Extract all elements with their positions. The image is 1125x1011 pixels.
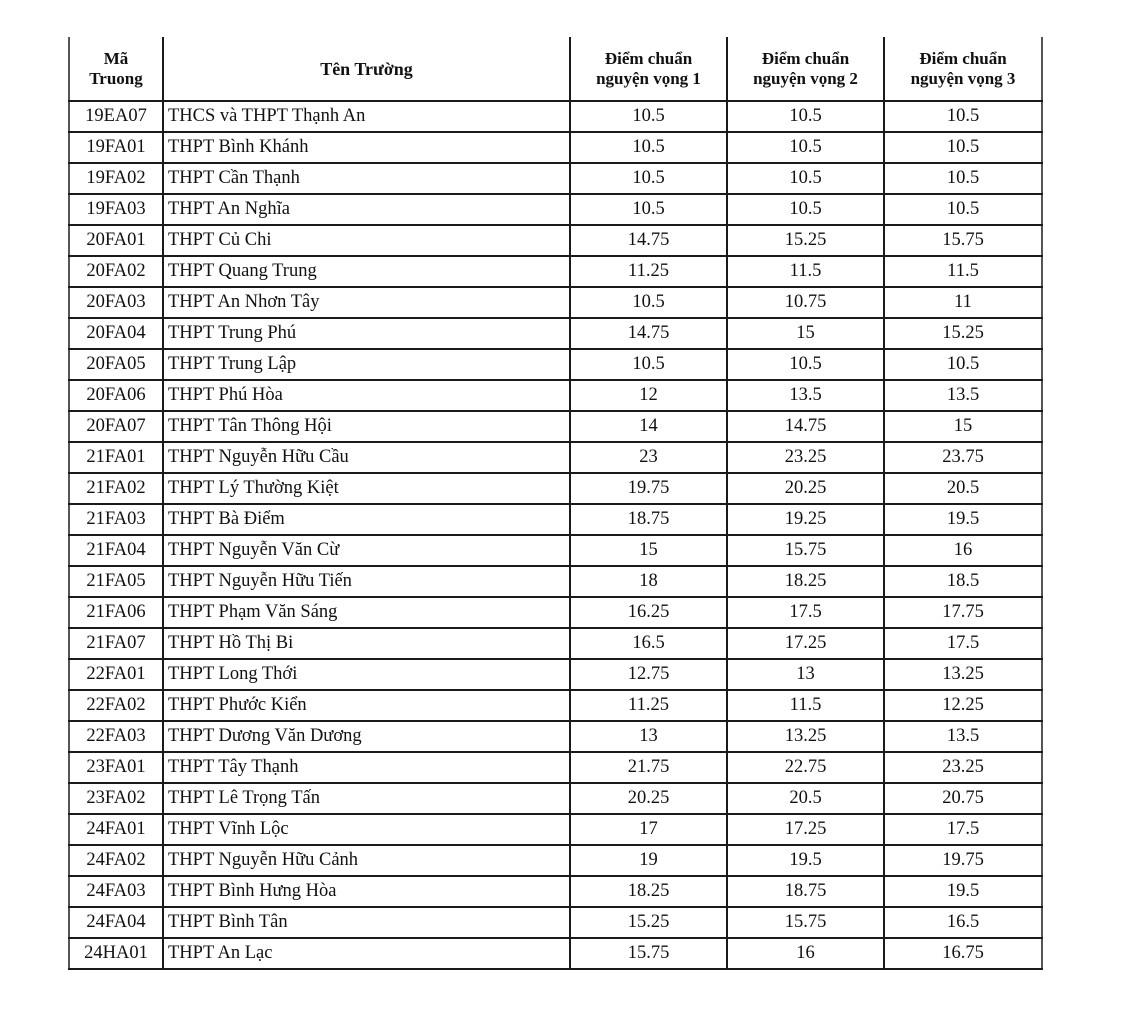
score-nv1-cell: 14.75 <box>570 318 727 349</box>
score-nv2-cell: 19.5 <box>727 845 884 876</box>
table-row <box>69 132 1042 163</box>
school-code-cell: 23FA02 <box>69 783 163 814</box>
score-nv2-cell: 17.25 <box>727 628 884 659</box>
school-name-cell: THPT Lý Thường Kiệt <box>163 473 570 504</box>
school-code-cell: 20FA06 <box>69 380 163 411</box>
score-nv3-cell: 20.75 <box>884 783 1042 814</box>
table-header <box>69 37 1042 101</box>
school-code-cell: 22FA02 <box>69 690 163 721</box>
school-name-cell: THPT Bình Hưng Hòa <box>163 876 570 907</box>
table-row <box>69 783 1042 814</box>
school-name-cell: THPT Trung Lập <box>163 349 570 380</box>
score-nv1-cell: 19 <box>570 845 727 876</box>
school-name-cell: THPT Phước Kiển <box>163 690 570 721</box>
school-code-cell: 19FA03 <box>69 194 163 225</box>
score-nv1-cell: 14 <box>570 411 727 442</box>
school-code-cell: 19EA07 <box>69 101 163 132</box>
score-nv2-cell: 22.75 <box>727 752 884 783</box>
school-code-cell: 21FA04 <box>69 535 163 566</box>
score-nv3-cell: 10.5 <box>884 163 1042 194</box>
score-nv3-cell: 12.25 <box>884 690 1042 721</box>
school-code-cell: 21FA06 <box>69 597 163 628</box>
score-nv3-cell: 15.25 <box>884 318 1042 349</box>
header-name-label: Tên Trường <box>320 58 413 79</box>
score-nv1-cell: 13 <box>570 721 727 752</box>
school-code-cell: 22FA01 <box>69 659 163 690</box>
score-nv1-cell: 16.25 <box>570 597 727 628</box>
school-name-cell: THPT Vĩnh Lộc <box>163 814 570 845</box>
header-code-line2: Truong <box>89 68 143 88</box>
school-name-cell: THCS và THPT Thạnh An <box>163 101 570 132</box>
table-row <box>69 535 1042 566</box>
school-code-cell: 21FA02 <box>69 473 163 504</box>
score-nv3-cell: 19.75 <box>884 845 1042 876</box>
score-nv1-cell: 18.25 <box>570 876 727 907</box>
table-row <box>69 349 1042 380</box>
school-code-cell: 24FA01 <box>69 814 163 845</box>
header-school-code <box>69 37 163 101</box>
school-code-cell: 20FA04 <box>69 318 163 349</box>
table-row <box>69 721 1042 752</box>
score-nv3-cell: 23.25 <box>884 752 1042 783</box>
school-code-cell: 21FA05 <box>69 566 163 597</box>
score-nv2-cell: 17.5 <box>727 597 884 628</box>
score-nv1-cell: 11.25 <box>570 690 727 721</box>
score-nv3-cell: 15 <box>884 411 1042 442</box>
score-nv2-cell: 10.5 <box>727 163 884 194</box>
school-name-cell: THPT Long Thới <box>163 659 570 690</box>
score-nv2-cell: 11.5 <box>727 256 884 287</box>
score-nv2-cell: 23.25 <box>727 442 884 473</box>
score-nv3-cell: 16.5 <box>884 907 1042 938</box>
school-name-cell: THPT Tây Thạnh <box>163 752 570 783</box>
table-row <box>69 814 1042 845</box>
table-row <box>69 938 1042 969</box>
score-nv2-cell: 17.25 <box>727 814 884 845</box>
school-code-cell: 21FA03 <box>69 504 163 535</box>
score-nv1-cell: 10.5 <box>570 287 727 318</box>
header-row <box>69 37 1042 101</box>
school-code-cell: 23FA01 <box>69 752 163 783</box>
header-school-name <box>163 37 570 101</box>
school-code-cell: 24HA01 <box>69 938 163 969</box>
table-row <box>69 504 1042 535</box>
header-code-line1: Mã <box>103 48 129 68</box>
score-nv2-cell: 18.75 <box>727 876 884 907</box>
table-row <box>69 845 1042 876</box>
table-row <box>69 907 1042 938</box>
school-code-cell: 21FA07 <box>69 628 163 659</box>
score-nv2-cell: 20.5 <box>727 783 884 814</box>
score-nv2-cell: 10.5 <box>727 132 884 163</box>
score-nv2-cell: 18.25 <box>727 566 884 597</box>
score-nv3-cell: 13.25 <box>884 659 1042 690</box>
score-nv1-cell: 18.75 <box>570 504 727 535</box>
score-nv2-cell: 10.5 <box>727 101 884 132</box>
score-nv1-cell: 10.5 <box>570 349 727 380</box>
score-nv3-cell: 17.5 <box>884 628 1042 659</box>
score-nv1-cell: 18 <box>570 566 727 597</box>
score-nv1-cell: 21.75 <box>570 752 727 783</box>
score-nv2-cell: 15.25 <box>727 225 884 256</box>
school-name-cell: THPT Bà Điểm <box>163 504 570 535</box>
score-nv2-cell: 15 <box>727 318 884 349</box>
header-nv2-line1: Điểm chuẩn <box>761 48 850 68</box>
school-name-cell: THPT Nguyễn Hữu Cảnh <box>163 845 570 876</box>
school-code-cell: 20FA05 <box>69 349 163 380</box>
school-name-cell: THPT Hồ Thị Bi <box>163 628 570 659</box>
school-name-cell: THPT An Lạc <box>163 938 570 969</box>
school-name-cell: THPT Nguyễn Hữu Tiến <box>163 566 570 597</box>
score-nv1-cell: 10.5 <box>570 163 727 194</box>
score-nv3-cell: 19.5 <box>884 876 1042 907</box>
score-nv3-cell: 19.5 <box>884 504 1042 535</box>
header-nv1 <box>570 37 727 101</box>
score-nv1-cell: 16.5 <box>570 628 727 659</box>
table-row <box>69 380 1042 411</box>
score-nv1-cell: 19.75 <box>570 473 727 504</box>
score-nv1-cell: 15 <box>570 535 727 566</box>
score-nv2-cell: 15.75 <box>727 907 884 938</box>
school-name-cell: THPT Củ Chi <box>163 225 570 256</box>
score-nv3-cell: 17.5 <box>884 814 1042 845</box>
school-name-cell: THPT Bình Khánh <box>163 132 570 163</box>
school-code-cell: 21FA01 <box>69 442 163 473</box>
score-nv3-cell: 18.5 <box>884 566 1042 597</box>
score-nv2-cell: 13.25 <box>727 721 884 752</box>
school-name-cell: THPT Bình Tân <box>163 907 570 938</box>
school-name-cell: THPT Nguyễn Văn Cừ <box>163 535 570 566</box>
score-nv1-cell: 23 <box>570 442 727 473</box>
school-code-cell: 24FA03 <box>69 876 163 907</box>
score-nv3-cell: 16.75 <box>884 938 1042 969</box>
table-row <box>69 876 1042 907</box>
score-nv1-cell: 15.75 <box>570 938 727 969</box>
score-nv3-cell: 11 <box>884 287 1042 318</box>
table-row <box>69 256 1042 287</box>
table-row <box>69 690 1042 721</box>
score-nv3-cell: 10.5 <box>884 349 1042 380</box>
score-nv1-cell: 11.25 <box>570 256 727 287</box>
school-name-cell: THPT Tân Thông Hội <box>163 411 570 442</box>
score-nv2-cell: 16 <box>727 938 884 969</box>
header-nv2 <box>727 37 884 101</box>
school-name-cell: THPT Quang Trung <box>163 256 570 287</box>
school-code-cell: 24FA04 <box>69 907 163 938</box>
school-name-cell: THPT An Nghĩa <box>163 194 570 225</box>
school-code-cell: 22FA03 <box>69 721 163 752</box>
table-body <box>69 101 1042 969</box>
header-nv2-line2: nguyện vọng 2 <box>753 68 858 88</box>
school-code-cell: 20FA01 <box>69 225 163 256</box>
school-code-cell: 20FA03 <box>69 287 163 318</box>
school-code-cell: 24FA02 <box>69 845 163 876</box>
table-row <box>69 752 1042 783</box>
score-nv3-cell: 13.5 <box>884 380 1042 411</box>
score-nv2-cell: 10.75 <box>727 287 884 318</box>
score-nv2-cell: 14.75 <box>727 411 884 442</box>
school-name-cell: THPT Lê Trọng Tấn <box>163 783 570 814</box>
score-nv3-cell: 20.5 <box>884 473 1042 504</box>
table-row <box>69 101 1042 132</box>
school-name-cell: THPT Dương Văn Dương <box>163 721 570 752</box>
score-nv1-cell: 12 <box>570 380 727 411</box>
score-nv2-cell: 19.25 <box>727 504 884 535</box>
table-row <box>69 628 1042 659</box>
header-nv1-line1: Điểm chuẩn <box>604 48 693 68</box>
score-nv3-cell: 15.75 <box>884 225 1042 256</box>
table-row <box>69 659 1042 690</box>
score-nv1-cell: 10.5 <box>570 132 727 163</box>
school-code-cell: 20FA02 <box>69 256 163 287</box>
score-nv2-cell: 11.5 <box>727 690 884 721</box>
table-row <box>69 287 1042 318</box>
table-row <box>69 473 1042 504</box>
score-nv3-cell: 17.75 <box>884 597 1042 628</box>
header-nv1-line2: nguyện vọng 1 <box>596 68 701 88</box>
table-row <box>69 194 1042 225</box>
score-nv2-cell: 15.75 <box>727 535 884 566</box>
score-nv2-cell: 13.5 <box>727 380 884 411</box>
school-name-cell: THPT Trung Phú <box>163 318 570 349</box>
score-nv1-cell: 10.5 <box>570 194 727 225</box>
score-nv1-cell: 15.25 <box>570 907 727 938</box>
school-name-cell: THPT Phạm Văn Sáng <box>163 597 570 628</box>
header-nv3-line1: Điểm chuẩn <box>919 48 1007 68</box>
table-row <box>69 442 1042 473</box>
school-name-cell: THPT Nguyễn Hữu Cầu <box>163 442 570 473</box>
admission-scores-table <box>68 37 1043 970</box>
score-nv2-cell: 10.5 <box>727 349 884 380</box>
score-nv2-cell: 13 <box>727 659 884 690</box>
table-row <box>69 318 1042 349</box>
table-row <box>69 225 1042 256</box>
score-nv2-cell: 20.25 <box>727 473 884 504</box>
table-row <box>69 597 1042 628</box>
score-nv1-cell: 10.5 <box>570 101 727 132</box>
school-code-cell: 19FA02 <box>69 163 163 194</box>
score-nv1-cell: 20.25 <box>570 783 727 814</box>
score-nv3-cell: 16 <box>884 535 1042 566</box>
score-nv3-cell: 13.5 <box>884 721 1042 752</box>
school-code-cell: 19FA01 <box>69 132 163 163</box>
table-row <box>69 163 1042 194</box>
table-row <box>69 566 1042 597</box>
school-name-cell: THPT Phú Hòa <box>163 380 570 411</box>
score-nv1-cell: 12.75 <box>570 659 727 690</box>
table-row <box>69 411 1042 442</box>
score-nv3-cell: 10.5 <box>884 101 1042 132</box>
score-nv3-cell: 11.5 <box>884 256 1042 287</box>
score-nv3-cell: 10.5 <box>884 132 1042 163</box>
score-nv1-cell: 14.75 <box>570 225 727 256</box>
score-nv3-cell: 23.75 <box>884 442 1042 473</box>
score-nv3-cell: 10.5 <box>884 194 1042 225</box>
school-name-cell: THPT An Nhơn Tây <box>163 287 570 318</box>
school-code-cell: 20FA07 <box>69 411 163 442</box>
school-name-cell: THPT Cần Thạnh <box>163 163 570 194</box>
header-nv3-line2: nguyện vọng 3 <box>910 68 1016 88</box>
score-nv1-cell: 17 <box>570 814 727 845</box>
header-nv3 <box>884 37 1042 101</box>
score-nv2-cell: 10.5 <box>727 194 884 225</box>
